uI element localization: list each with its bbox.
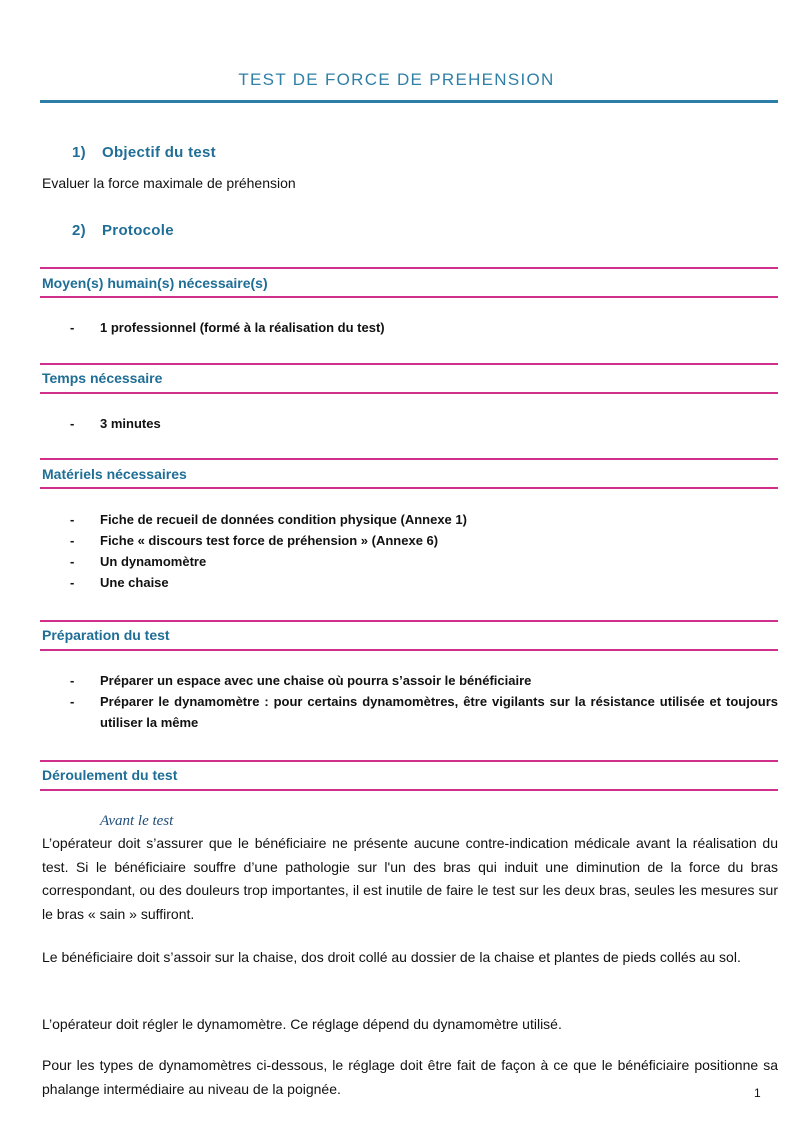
paragraph: Pour les types de dynamomètres ci-dessous, le réglage doit être fait de façon à ce que le bénéficiaire positionne sa phalange intermédiaire au niveau de la poignée. <box>42 1057 778 1097</box>
divider-rule <box>40 487 778 489</box>
list-item: - 1 professionnel (formé à la réalisation du test) <box>70 317 778 338</box>
paragraph: Le bénéficiaire doit s’assoir sur la chaise, dos droit collé au dossier de la chaise et plantes de pieds collés au sol. <box>42 949 741 965</box>
list-item: - 3 minutes <box>70 413 778 434</box>
divider-rule <box>40 760 778 762</box>
bullet-dash: - <box>70 512 75 527</box>
section-label: Objectif du test <box>102 144 216 161</box>
list-item: - Un dynamomètre <box>70 551 778 572</box>
list-item: - Préparer le dynamomètre : pour certains dynamomètres, être vigilants sur la résistance utilisée et toujours utiliser la même <box>70 691 778 733</box>
section-heading-objectif <box>72 144 216 161</box>
subsection-heading-deroulement: Déroulement du test <box>42 767 178 783</box>
bullet-dash: - <box>70 533 75 548</box>
subsection-heading-moyens: Moyen(s) humain(s) nécessaire(s) <box>42 275 268 291</box>
section-number: 1) <box>72 144 86 161</box>
preparation-list <box>70 670 778 733</box>
page-number: 1 <box>754 1086 761 1100</box>
section-number: 2) <box>72 222 86 239</box>
subsection-heading-temps: Temps nécessaire <box>42 370 163 386</box>
moyens-list <box>70 317 778 338</box>
bullet-dash: - <box>70 554 75 569</box>
bullet-dash: - <box>70 416 75 431</box>
list-item: - Fiche « discours test force de préhension » (Annexe 6) <box>70 530 778 551</box>
paragraph: L’opérateur doit régler le dynamomètre. Ce réglage dépend du dynamomètre utilisé. <box>42 1016 562 1032</box>
paragraph: L’opérateur doit s’assurer que le bénéficiaire ne présente aucune contre-indication médicale avant la réalisation du test. Si le bénéficiaire souffre d’une pathologie sur l'un des bras qui induit une diminution de la force du bras correspondant, ou des douleurs trop importantes, il est inutile de faire le test sur les deux bras, seules les mesures sur le bras « sain » suffiront. <box>42 835 778 922</box>
divider-rule <box>40 392 778 394</box>
subheading-avant-le-test: Avant le test <box>100 813 174 829</box>
bullet-dash: - <box>70 673 75 688</box>
title-underline <box>40 100 778 103</box>
bullet-dash: - <box>70 575 75 590</box>
divider-rule <box>40 363 778 365</box>
divider-rule <box>40 649 778 651</box>
materiels-list <box>70 509 778 593</box>
bullet-dash: - <box>70 320 75 335</box>
divider-rule <box>40 296 778 298</box>
divider-rule <box>40 620 778 622</box>
objectif-text: Evaluer la force maximale de préhension <box>42 175 296 191</box>
document-title: TEST DE FORCE DE PREHENSION <box>238 70 555 89</box>
list-item: - Fiche de recueil de données condition physique (Annexe 1) <box>70 509 778 530</box>
list-item: - Une chaise <box>70 572 778 593</box>
divider-rule <box>40 267 778 269</box>
section-heading-protocole <box>72 222 174 239</box>
list-item: - Préparer un espace avec une chaise où pourra s’assoir le bénéficiaire <box>70 670 778 691</box>
bullet-dash: - <box>70 694 75 709</box>
subsection-heading-materiels: Matériels nécessaires <box>42 466 187 482</box>
divider-rule <box>40 789 778 791</box>
section-label: Protocole <box>102 222 174 239</box>
divider-rule <box>40 458 778 460</box>
temps-list <box>70 413 778 434</box>
subsection-heading-preparation: Préparation du test <box>42 627 170 643</box>
